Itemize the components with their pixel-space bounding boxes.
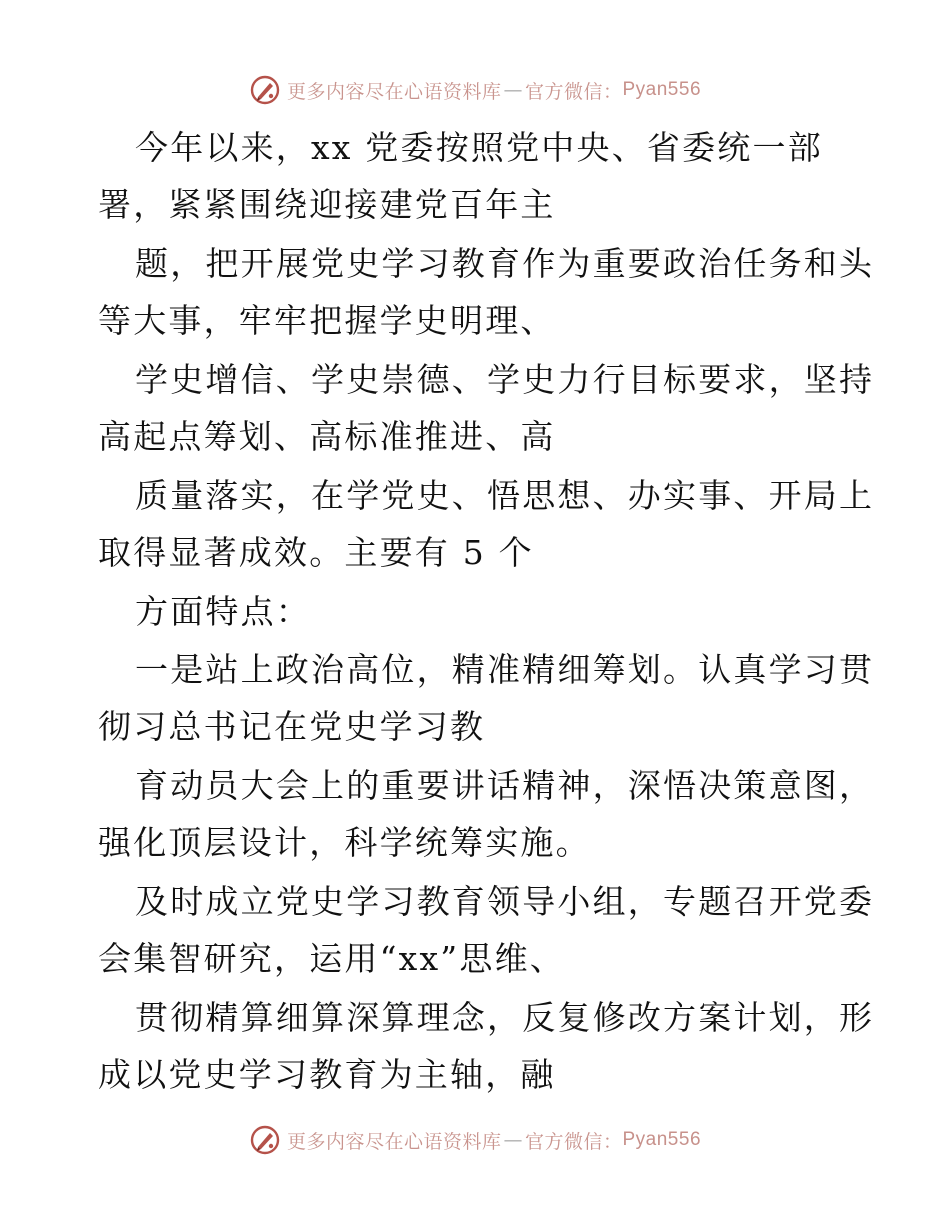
text-line: 方面特点： xyxy=(135,592,311,631)
text-line: 一是站上政治高位，精准精细筹划。认真学习贯 xyxy=(135,650,875,689)
text-line: 学史增信、学史崇德、学史力行目标要求，坚持 xyxy=(135,360,875,399)
watermark-separator: — xyxy=(503,1129,523,1151)
text-line: 等大事，牢牢把握学史明理、 xyxy=(98,301,556,340)
text-line: 贯彻精算细算深算理念，反复修改方案计划，形 xyxy=(135,998,875,1037)
text-line: 署，紧紧围绕迎接建党百年主 xyxy=(98,185,556,224)
watermark-id: Pyan556 xyxy=(622,79,702,100)
footer-watermark xyxy=(0,1120,950,1160)
pen-circle-logo-icon xyxy=(249,74,281,106)
text-line: 及时成立党史学习教育领导小组，专题召开党委 xyxy=(135,882,875,921)
watermark-text: 更多内容尽在心语资料库 xyxy=(286,1130,502,1153)
pen-circle-logo-icon xyxy=(249,1124,281,1156)
text-line: 育动员大会上的重要讲话精神，深悟决策意图， xyxy=(135,766,875,805)
text-line: 会集智研究，运用“xx”思维、 xyxy=(98,939,565,978)
text-line: 彻习总书记在党史学习教 xyxy=(98,707,486,746)
watermark-id: Pyan556 xyxy=(622,1129,702,1150)
text-line: 取得显著成效。主要有 5 个 xyxy=(98,533,534,572)
text-line: 高起点筹划、高标准推进、高 xyxy=(98,417,556,456)
text-line: 强化顶层设计，科学统筹实施。 xyxy=(98,823,591,862)
watermark-text: 更多内容尽在心语资料库 xyxy=(286,80,502,103)
watermark-separator: — xyxy=(503,79,523,101)
watermark-label: 官方微信： xyxy=(524,1130,623,1153)
text-line: 成以党史学习教育为主轴，融 xyxy=(98,1055,556,1094)
header-watermark xyxy=(0,70,950,110)
text-line: 今年以来，xx 党委按照党中央、省委统一部 xyxy=(135,128,823,167)
text-line: 题，把开展党史学习教育作为重要政治任务和头 xyxy=(135,244,875,283)
watermark-label: 官方微信： xyxy=(524,80,623,103)
text-line: 质量落实，在学党史、悟思想、办实事、开局上 xyxy=(135,476,875,515)
